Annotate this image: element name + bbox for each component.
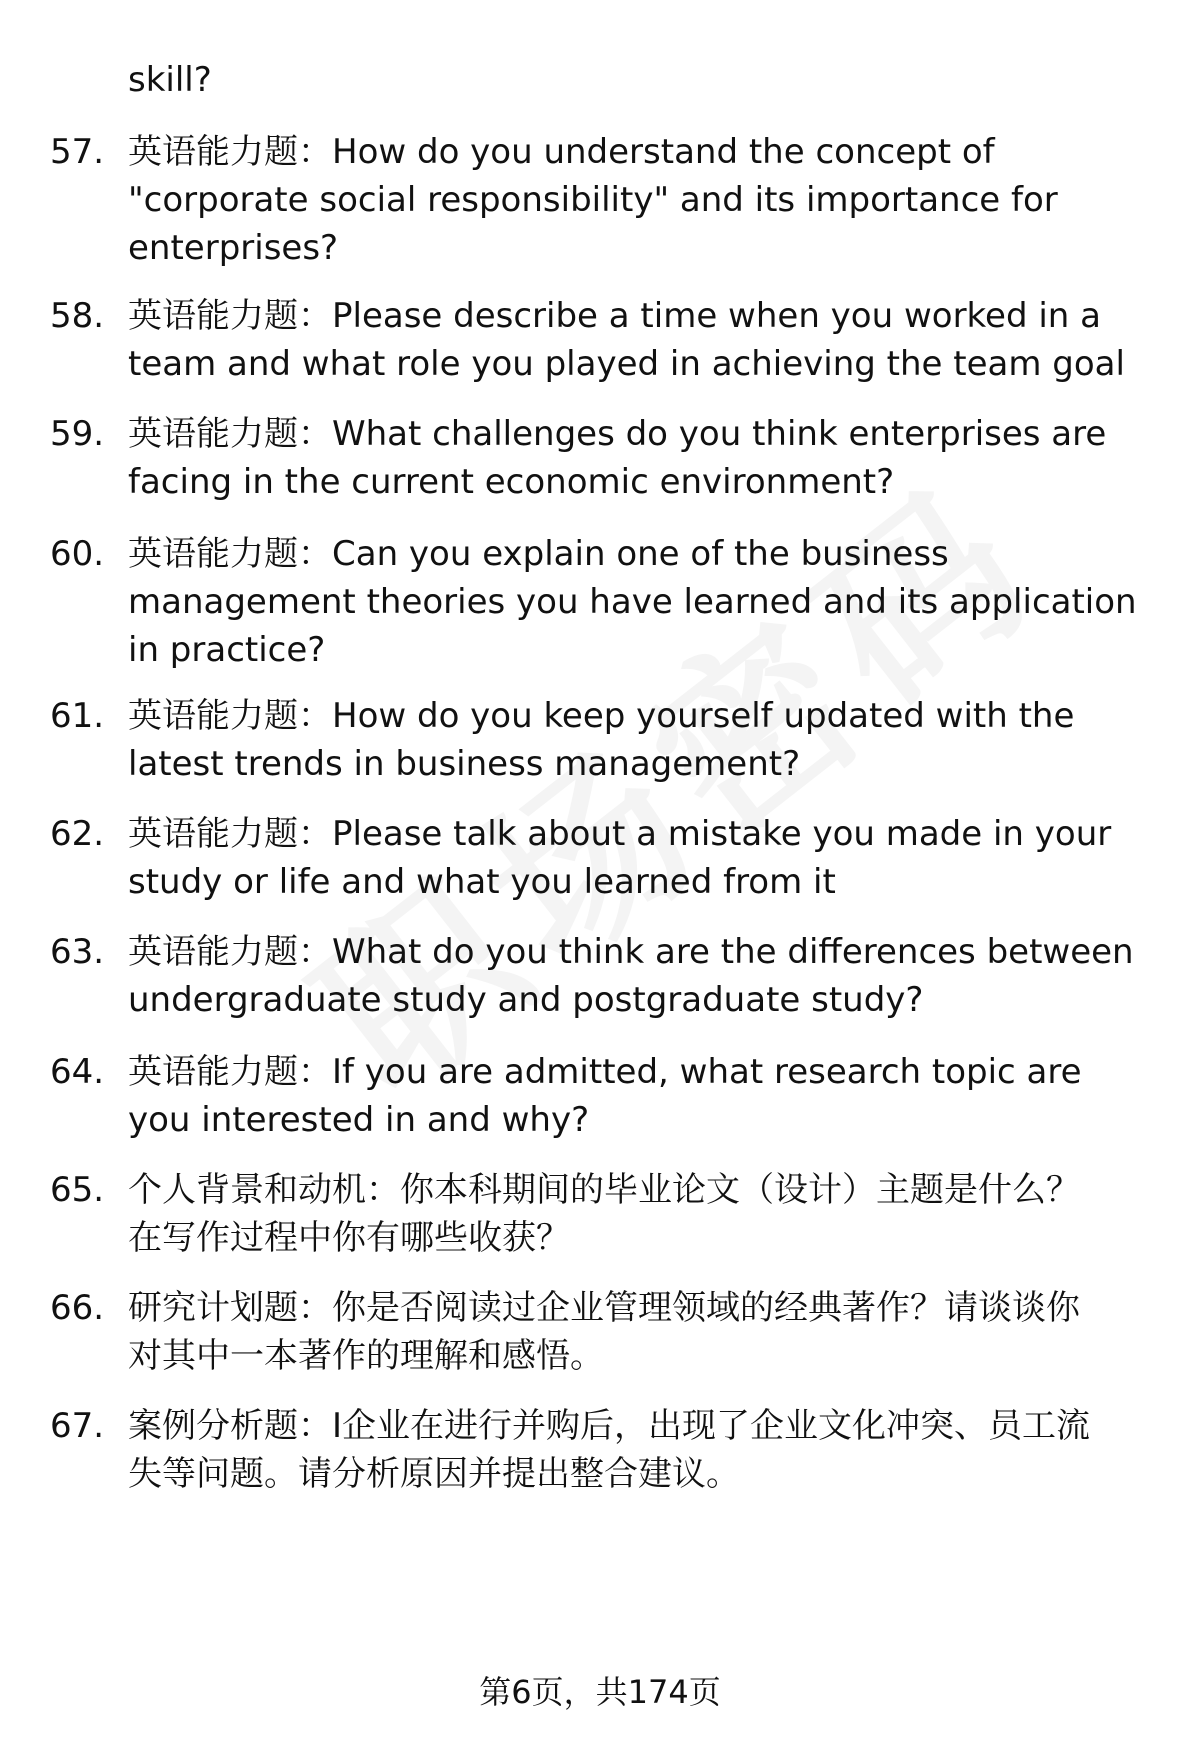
question-text-line: 英语能力题：How do you understand the concept of <box>128 132 995 172</box>
question-number: 61. <box>50 696 105 736</box>
question-text-line: 英语能力题：How do you keep yourself updated with the <box>128 696 1075 736</box>
question-text-line: 英语能力题：Please describe a time when you worked in a <box>128 296 1101 336</box>
question-text-line: 英语能力题：What challenges do you think enterprises are <box>128 414 1107 454</box>
question-text <box>128 530 1168 674</box>
question-number: 57. <box>50 132 105 172</box>
question-text-line: facing in the current economic environment? <box>128 462 895 502</box>
question-text-line: study or life and what you learned from it <box>128 862 836 902</box>
question-text-line: 案例分析题：I企业在进行并购后，出现了企业文化冲突、员工流 <box>128 1406 1091 1446</box>
question-text-line: undergraduate study and postgraduate study? <box>128 980 924 1020</box>
question-text <box>128 1166 1168 1262</box>
question-text-line: 英语能力题：Can you explain one of the business <box>128 534 949 574</box>
question-number: 62. <box>50 814 105 854</box>
question-text-line: 失等问题。请分析原因并提出整合建议。 <box>128 1454 740 1494</box>
question-number: 63. <box>50 932 105 972</box>
question-text <box>128 292 1168 388</box>
question-text <box>128 128 1168 272</box>
question-text-line: 个人背景和动机：你本科期间的毕业论文（设计）主题是什么？ <box>128 1170 1080 1210</box>
question-text <box>128 810 1168 906</box>
question-text-line: 英语能力题：Please talk about a mistake you made in your <box>128 814 1112 854</box>
question-text-line: 研究计划题：你是否阅读过企业管理领域的经典著作？请谈谈你 <box>128 1288 1080 1328</box>
question-text-line: in practice? <box>128 630 326 670</box>
question-number: 59. <box>50 414 105 454</box>
continuation-text: skill? <box>128 60 212 100</box>
question-number: 65. <box>50 1170 105 1210</box>
question-number: 60. <box>50 534 105 574</box>
question-text-line: 英语能力题：If you are admitted, what research topic are <box>128 1052 1082 1092</box>
question-text <box>128 1402 1168 1498</box>
question-text-line: latest trends in business management? <box>128 744 801 784</box>
question-text <box>128 410 1168 506</box>
question-number: 58. <box>50 296 105 336</box>
question-text <box>128 928 1168 1024</box>
question-text <box>128 1284 1168 1380</box>
question-number: 66. <box>50 1288 105 1328</box>
question-text-line: enterprises? <box>128 228 339 268</box>
question-text-line: 英语能力题：What do you think are the differences between <box>128 932 1134 972</box>
question-text-line: you interested in and why? <box>128 1100 590 1140</box>
question-text-line: 在写作过程中你有哪些收获？ <box>128 1218 570 1258</box>
question-text-line: 对其中一本著作的理解和感悟。 <box>128 1336 604 1376</box>
question-text-line: "corporate social responsibility" and its importance for <box>128 180 1058 220</box>
question-text-line: management theories you have learned and its application <box>128 582 1137 622</box>
question-number: 64. <box>50 1052 105 1092</box>
question-number: 67. <box>50 1406 105 1446</box>
question-text-line: team and what role you played in achieving the team goal <box>128 344 1125 384</box>
question-text <box>128 692 1168 788</box>
question-text <box>128 1048 1168 1144</box>
page-footer: 第6页，共174页 <box>479 1673 721 1711</box>
